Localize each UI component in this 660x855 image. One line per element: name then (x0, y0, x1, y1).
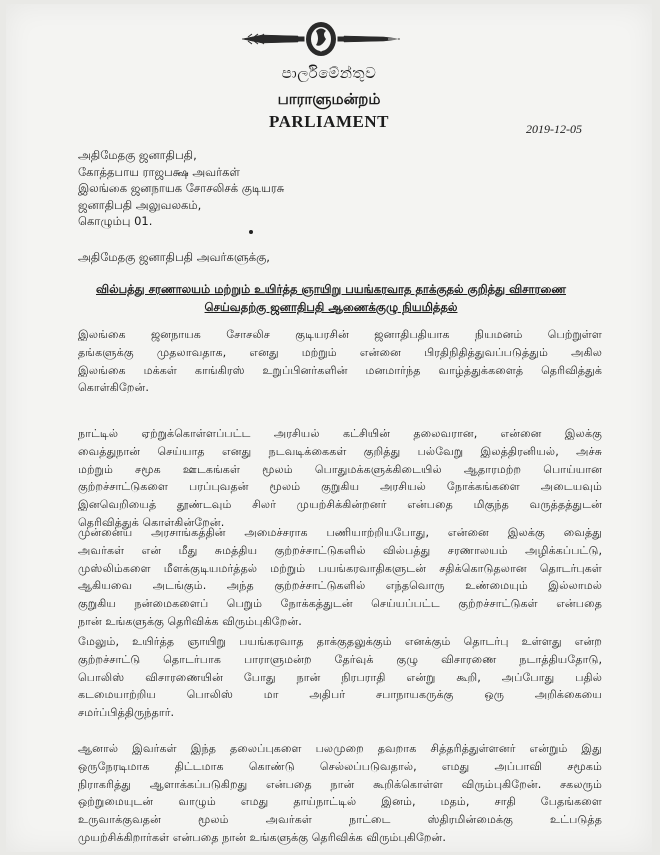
paragraph-line: நிராகரித்து ஆளாக்கப்படுகிறது என்பதை நான் கூறிக்கொள்ள விரும்புகிறேன். சகலரும் (78, 777, 602, 791)
paragraph-line: இலங்கை ஜனநாயக சோசலிச குடியரசின் ஜனாதிபதியாக நியமனம் பெற்றுள்ள (78, 328, 602, 341)
paragraph-line: இலங்கை மக்கள் காங்கிரஸ் உறுப்பினர்களின் மனமார்ந்த வாழ்த்துக்களைத் தெரிவித்துக் (78, 363, 602, 377)
address-line: ஜனாதிபதி அலுவலகம், (78, 197, 202, 212)
parliament-mace-emblem-icon (238, 20, 404, 58)
paragraph-line: மேலும், உயிர்த்த ஞாயிறு பயங்கரவாத தாக்குதலுக்கும் எனக்கும் தொடர்பு உள்ளது என்ற (78, 635, 602, 648)
paragraph-line: நாட்டில் ஏற்றுக்கொள்ளப்பட்ட அரசியல் கட்சியின் தலைவரான, என்னை இலக்கு (78, 427, 602, 440)
paragraph-line: குற்றச்சாட்டு தொடர்பாக பாராளுமன்ற தேர்வுக் குழு விசாரணை நடாத்தியதோடு, (78, 652, 602, 666)
paragraph-line: சமர்ப்பித்திருந்தார். (78, 706, 175, 720)
subject-line: வில்பத்து சரணாலயம் மற்றும் உயிர்த்த ஞாயிறு பயங்கரவாத தாக்குதல் குறித்து விசாரணை (95, 282, 566, 296)
paragraph-misrepresentation (78, 740, 602, 847)
paragraph-greeting (78, 326, 602, 397)
paragraph-line: முஸ்லிம்களை மீளக்குடியமர்த்தல் மற்றும் பயங்கரவாதிகளுடன் சதிக்கொடுதலான தொடர்புகள் (78, 561, 602, 575)
paragraph-line: முன்னைய அரசாங்கத்தின் அமைச்சராக பணியாற்றியபோது, என்னை இலக்கு வைத்து (78, 526, 602, 539)
recipient-address (78, 147, 284, 230)
paragraph-line: ஆனால் இவர்கள் இந்த தலைப்புகளை பலமுறை தவறாக சித்தரித்துள்ளனர் என்றும் இது (78, 742, 602, 755)
paragraph-line: மற்றும் சமூக ஊடகங்கள் மூலம் பொதுமக்களுக்கிடையில் ஆதாரமற்ற பொய்யான (78, 462, 602, 476)
address-line: அதிமேதகு ஜனாதிபதி, (78, 148, 197, 162)
address-line: கோத்தபாய ராஜபக்ஷ அவர்கள் (78, 164, 240, 179)
paragraph-line: குற்றச்சாட்டுகளை பரப்புவதன் மூலம் குறுகிய அரசியல் நோக்கங்களை அடையவும் (78, 480, 602, 494)
paragraph-line: ஒற்றுமையுடன் வாழும் எமது தாய்நாட்டில் இனம், மதம், சாதி பேதங்களை (78, 795, 602, 809)
subject-heading (78, 280, 584, 316)
paragraph-line: அவர்கள் என் மீது சுமத்திய குற்றச்சாட்டுகளில் வில்பத்து சரணாலயம் அழிக்கப்பட்டு, (78, 543, 602, 557)
paragraph-line: முயற்சிக்கிறார்கள் என்பதை நான் உங்களுக்கு தெரிவிக்க விரும்புகிறேன். (78, 830, 446, 844)
paragraph-line: குறுகிய நன்மைகளைப் பெறும் நோக்கத்துடன் செய்யப்பட்ட குற்றச்சாட்டுகள் என்பதை (78, 597, 602, 611)
paragraph-line: நான் உங்களுக்கு தெரிவிக்க விரும்புகிறேன். (78, 614, 302, 628)
header-sinhala-title: පාර්ලිමේන්තුව (281, 64, 377, 82)
letter-page (6, 4, 652, 852)
paragraph-line: வைத்துநான் செய்யாத எனது நடவடிக்கைகள் குறித்து பல்வேறு இலத்திரனியல், அச்சு (78, 444, 602, 458)
paragraph-line: உருவாக்குவதன் மூலம் அவர்கள் நாட்டை ஸ்திரமின்மைக்கு உட்படுத்த (78, 813, 602, 827)
paragraph-line: கொள்கிறேன். (78, 381, 149, 395)
paragraph-line: தெரிவித்துக் கொள்கின்றேன். (78, 515, 225, 529)
ink-dot (249, 230, 253, 234)
header-tamil-title: பாராளுமன்றம் (277, 90, 381, 108)
subject-line: செய்வதற்கு ஜனாதிபதி ஆணைக்குழு நியமித்தல் (204, 300, 458, 314)
paragraph-line: தங்களுக்கு முதலாவதாக, எனது மற்றும் என்னை பிரதிநிதித்துவப்படுத்தும் அகில (78, 345, 602, 359)
header-english-title: PARLIAMENT (269, 112, 389, 131)
paragraph-line: பொலிஸ் விசாரணையின் போது நான் நிரபராதி என்று கூறி, அப்போது பதில் (78, 670, 602, 684)
paragraph-line: ஒருநேரடிமாக திட்டமாக கொண்டு செல்லப்படுவதால், எமது அப்பாவி சமூகம் (78, 759, 602, 773)
paragraph-line: இனவெறியைத் தூண்டவும் சிலர் முயற்சிக்கின்றனர் என்பதை மிகுந்த வருத்தத்துடன் (78, 498, 602, 512)
paragraph-line: கடமையாற்றிய பொலிஸ் மா அதிபர் சபாநாயகருக்கு ஒரு அறிக்கையை (78, 688, 602, 702)
salutation: அதிமேதகு ஜனாதிபதி அவர்களுக்கு, (78, 250, 270, 264)
address-line: கொழும்பு 01. (78, 214, 153, 228)
paragraph-easter-attack (78, 633, 602, 722)
paragraph-allegations (78, 425, 602, 532)
paragraph-line: ஆகியவை அடங்கும். அந்த குற்றச்சாட்டுகளில் எந்தவொரு உண்மையும் இல்லாமல் (78, 579, 602, 593)
letter-date: 2019-12-05 (526, 122, 582, 136)
paragraph-wilpattu (78, 524, 602, 631)
address-line: இலங்கை ஜனநாயக சோசலிசக் குடியரசு (78, 181, 285, 195)
